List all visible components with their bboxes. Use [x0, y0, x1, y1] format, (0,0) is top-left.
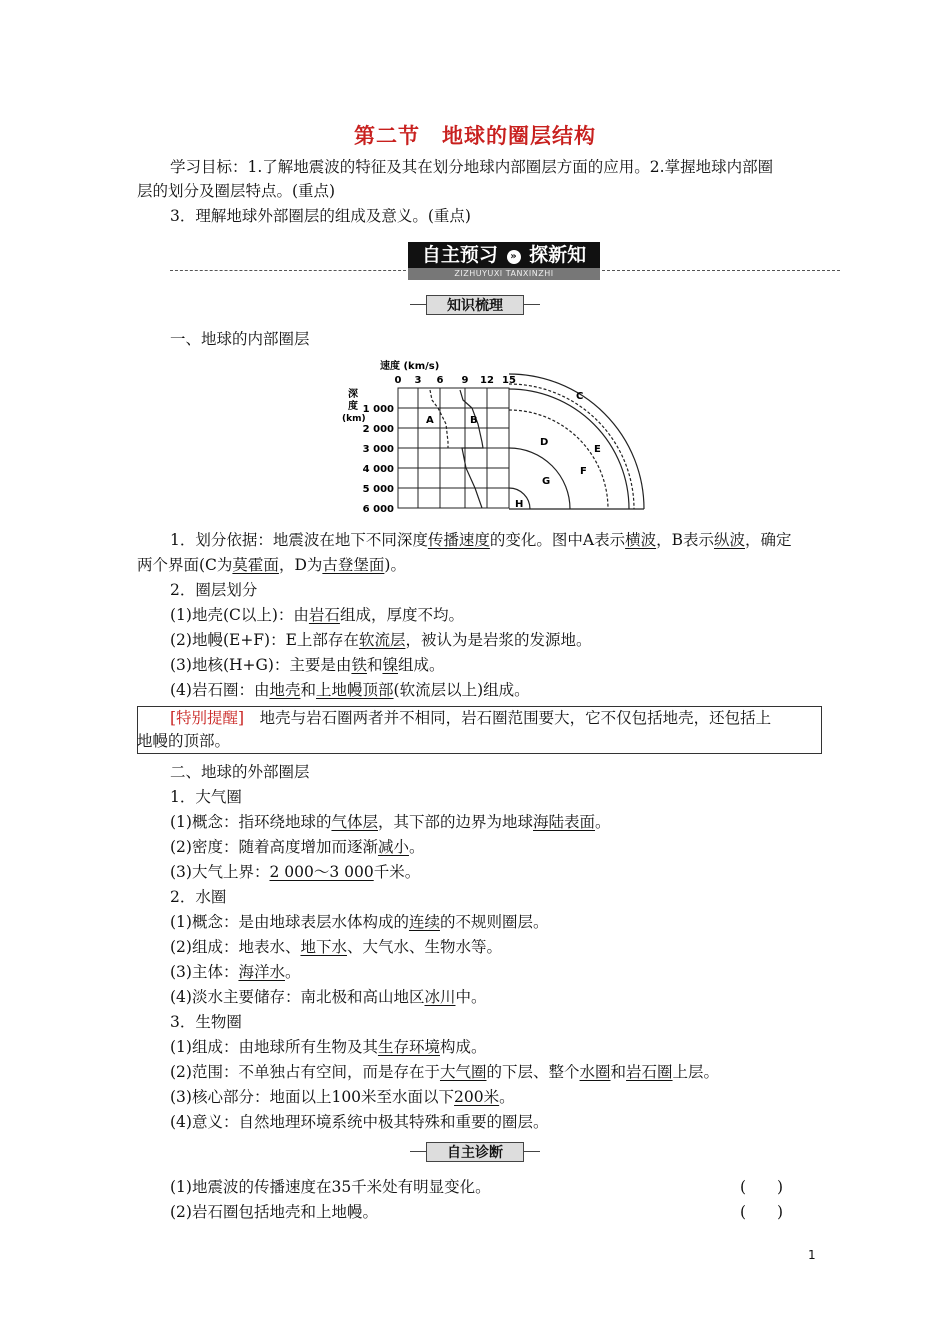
atm-concept — [170, 811, 611, 833]
reminder-line-1 — [170, 707, 771, 729]
text: (1)概念：是由地球表层水体构成的 — [170, 913, 409, 931]
atm-heading: 1．大气圈 — [170, 788, 242, 806]
text: 地壳与岩石圈两者并不相同，岩石圈范围要大，它不仅包括地壳，还包括上 — [244, 709, 772, 727]
text: (2)地幔(E+F)：E上部存在 — [170, 631, 359, 649]
banner-arrow-icon: » — [507, 250, 521, 264]
depth-ticks — [363, 404, 394, 515]
para-basis-2 — [137, 554, 406, 576]
para-mantle — [170, 629, 591, 651]
depth-tick: 1 000 — [362, 404, 394, 415]
answer-blank: 气体层 — [331, 813, 378, 831]
text: 和 — [300, 681, 316, 699]
bio-meaning: (4)意义：自然地理环境系统中极其特殊和重要的圈层。 — [170, 1113, 549, 1131]
answer-blank: 减小 — [377, 838, 409, 856]
text: (4)岩石圈：由 — [170, 681, 270, 699]
reminder-line-2: 地幔的顶部。 — [137, 732, 231, 750]
text: 的下层、整个 — [486, 1063, 580, 1081]
answer-blank: 纵波 — [714, 531, 746, 549]
diagnosis-q2: (2)岩石圈包括地壳和上地幔。 — [170, 1203, 378, 1221]
text: 构成。 — [439, 1038, 487, 1056]
label-f: F — [580, 466, 587, 477]
banner-title — [408, 242, 600, 268]
text: ，被认为是岩浆的发源地。 — [405, 631, 592, 649]
label-d: D — [540, 437, 549, 448]
text: 千米。 — [373, 863, 421, 881]
text: 的不规则圈层。 — [439, 913, 549, 931]
answer-blank: 莫霍面 — [232, 556, 279, 574]
answer-blank: 岩石 — [308, 606, 340, 624]
atm-density — [170, 836, 425, 858]
text: (3)大气上界： — [170, 863, 270, 881]
speed-tick: 3 — [414, 375, 422, 386]
answer-paren-1[interactable]: ( ) — [740, 1178, 784, 1196]
text: (3)主体： — [170, 963, 239, 981]
reminder-tag: [特别提醒] — [170, 709, 245, 727]
text: ，D为 — [278, 556, 323, 574]
speed-tick: 0 — [394, 375, 402, 386]
depth-label-2: 度 — [348, 401, 358, 412]
answer-blank: 横波 — [625, 531, 657, 549]
text: ，其下部的边界为地球 — [377, 813, 533, 831]
text: 。 — [595, 813, 611, 831]
depth-tick: 5 000 — [362, 484, 394, 495]
speed-tick: 15 — [502, 375, 516, 386]
answer-blank: 海洋水 — [238, 963, 285, 981]
hyd-concept — [170, 911, 549, 933]
para-lithosphere — [170, 679, 530, 701]
diagnosis-q1: (1)地震波的传播速度在35千米处有明显变化。 — [170, 1178, 491, 1196]
tag-knowledge — [410, 295, 540, 315]
text: ，B表示 — [656, 531, 714, 549]
text: (2)组成：地表水、 — [170, 938, 301, 956]
label-h: H — [515, 499, 524, 510]
goals-line-1: 学习目标：1.了解地震波的特征及其在划分地球内部圈层方面的应用。2.掌握地球内部圈 — [170, 158, 774, 176]
para-core — [170, 654, 445, 676]
goals-line-2: 层的划分及圈层特点。(重点) — [137, 182, 336, 200]
speed-tick: 9 — [461, 375, 469, 386]
bio-composition — [170, 1036, 487, 1058]
text: 1．划分依据：地震波在地下不同深度 — [170, 531, 428, 549]
depth-label-1: 深 — [348, 389, 358, 400]
goals-line-3: 3．理解地球外部圈层的组成及意义。(重点) — [170, 207, 471, 225]
text: (4)淡水主要储存：南北极和高山地区 — [170, 988, 425, 1006]
page-title: 第二节 地球的圈层结构 — [354, 124, 596, 148]
tag-knowledge-label: 知识梳理 — [426, 295, 524, 315]
label-g: G — [542, 476, 551, 487]
text: (2)范围：不单独占有空间，而是存在于 — [170, 1063, 440, 1081]
tag-diagnosis-label: 自主诊断 — [426, 1142, 524, 1162]
text: 。 — [284, 963, 301, 981]
bio-heading: 3．生物圈 — [170, 1013, 242, 1031]
section2-heading: 二、地球的外部圈层 — [170, 763, 310, 781]
label-c: C — [576, 391, 584, 402]
text: 和 — [366, 656, 383, 674]
answer-blank: 连续 — [408, 913, 440, 931]
answer-blank: 铁 — [351, 656, 367, 674]
label-b: B — [470, 415, 478, 426]
speed-tick: 12 — [480, 375, 494, 386]
depth-tick: 6 000 — [362, 504, 394, 515]
text: (2)密度：随着高度增加而逐渐 — [170, 838, 378, 856]
para-division: 2．圈层划分 — [170, 581, 258, 599]
text: 和 — [610, 1063, 627, 1081]
answer-blank: 地下水 — [300, 938, 347, 956]
hyd-composition — [170, 936, 502, 958]
hyd-main — [170, 961, 301, 983]
text: 。 — [408, 838, 425, 856]
section1-heading: 一、地球的内部圈层 — [170, 330, 310, 348]
speed-ticks — [395, 375, 516, 386]
text: 上层。 — [672, 1063, 720, 1081]
atm-upper-bound — [170, 861, 420, 883]
banner-dash-right — [602, 270, 840, 271]
answer-blank: 岩石圈 — [626, 1063, 673, 1081]
para-basis-1 — [170, 529, 792, 551]
answer-blank: 地壳 — [269, 681, 301, 699]
answer-blank: 200米 — [454, 1088, 500, 1106]
bio-range — [170, 1061, 719, 1083]
answer-blank: 生存环境 — [377, 1038, 440, 1056]
text: (1)组成：由地球所有生物及其 — [170, 1038, 378, 1056]
text: 的变化。图中A表示 — [489, 531, 626, 549]
tag-diagnosis — [410, 1142, 540, 1162]
text: 、大气水、生物水等。 — [346, 938, 502, 956]
answer-blank: 镍 — [382, 656, 398, 674]
figure-grid — [398, 388, 509, 508]
depth-label-3: (km) — [342, 414, 366, 424]
speed-axis-label: 速度 (km/s) — [380, 361, 440, 372]
hyd-heading: 2．水圈 — [170, 888, 227, 906]
answer-blank: 上地幔顶部 — [316, 681, 394, 699]
answer-blank: 传播速度 — [427, 531, 490, 549]
label-a: A — [426, 415, 434, 426]
answer-blank: 2 000～3 000 — [269, 863, 374, 881]
answer-blank: 水圈 — [579, 1063, 611, 1081]
banner-subtitle: ZIZHUYUXI TANXINZHI — [408, 268, 600, 280]
hyd-freshwater — [170, 986, 487, 1008]
answer-blank: 古登堡面 — [322, 556, 385, 574]
banner-dash-left — [170, 270, 406, 271]
section-banner — [170, 236, 840, 286]
text: )。 — [384, 556, 406, 574]
bio-core — [170, 1086, 515, 1108]
text: 中。 — [455, 988, 487, 1006]
banner-left-text: 自主预习 — [421, 244, 498, 266]
text: (3)核心部分：地面以上100米至水面以下 — [170, 1088, 455, 1106]
depth-tick: 4 000 — [362, 464, 394, 475]
answer-blank: 大气圈 — [439, 1063, 487, 1081]
answer-blank: 冰川 — [424, 988, 456, 1006]
para-crust — [170, 604, 464, 626]
banner-right-text: 探新知 — [529, 244, 587, 266]
answer-blank: 软流层 — [358, 631, 406, 649]
text: 两个界面(C为 — [137, 556, 233, 574]
answer-paren-2[interactable]: ( ) — [740, 1203, 784, 1221]
text: (3)地核(H+G)：主要是由 — [170, 656, 352, 674]
page-number: 1 — [808, 1248, 816, 1262]
text: 组成。 — [397, 656, 445, 674]
text: 。 — [499, 1088, 515, 1106]
text: 组成，厚度不均。 — [339, 606, 464, 624]
label-e: E — [594, 444, 601, 455]
text: (1)地壳(C以上)：由 — [170, 606, 309, 624]
depth-tick: 3 000 — [362, 444, 394, 455]
speed-tick: 6 — [436, 375, 444, 386]
depth-tick: 2 000 — [362, 424, 394, 435]
text: ，确定 — [745, 531, 792, 549]
seismic-wave-figure — [330, 352, 660, 520]
text: (软流层以上)组成。 — [393, 681, 530, 699]
answer-blank: 海陆表面 — [533, 813, 596, 831]
text: (1)概念：指环绕地球的 — [170, 813, 332, 831]
